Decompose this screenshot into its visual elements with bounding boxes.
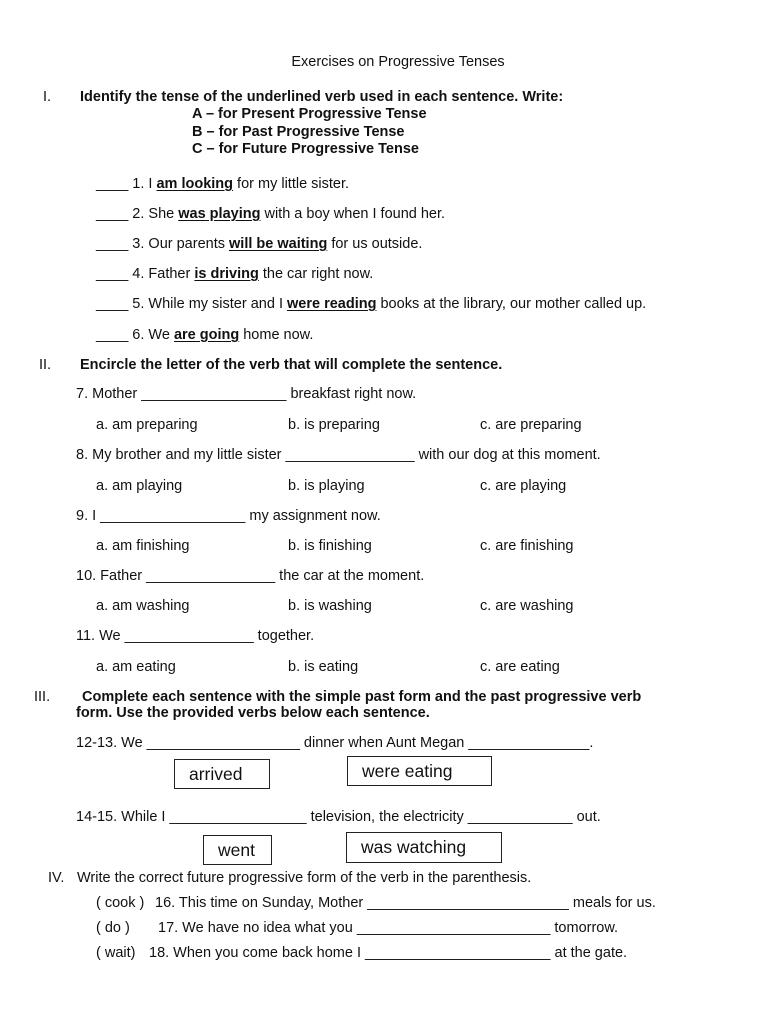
underlined-verb: are going [173,327,240,343]
question-10: 10. Father ________________ the car at the moment. [76,568,425,584]
verb-box-went: went [203,835,272,865]
choice-10a[interactable]: a. am washing [96,598,190,614]
question-8: 8. My brother and my little sister ________________ with our dog at this moment. [76,447,601,463]
choice-11b[interactable]: b. is eating [288,659,359,675]
question-18: 18. When you come back home I _______________________ at the gate. [149,945,628,961]
answer-blank: ____ [96,296,129,312]
section-i-key-b: B – for Past Progressive Tense [192,124,405,140]
section-i-key-a: A – for Present Progressive Tense [192,106,427,122]
section-ii-instruction: Encircle the letter of the verb that will complete the sentence. [80,357,503,373]
choice-11c[interactable]: c. are eating [480,659,560,675]
verb-hint-wait: ( wait) [96,945,136,961]
underlined-verb: will be waiting [229,236,328,252]
answer-blank: ____ [96,176,129,192]
verb-hint-do: ( do ) [96,920,130,936]
question-17: 17. We have no idea what you ________________________ tomorrow. [158,920,619,936]
verb-box-were-eating: were eating [347,756,492,786]
section-iii-instruction-line1: Complete each sentence with the simple past form and the past progressive verb [82,689,642,705]
choice-8b[interactable]: b. is playing [288,478,365,494]
answer-blank: ____ [96,266,129,282]
section-ii-numeral: II. [39,357,52,373]
list-item: ____ 5. While my sister and I were reading books at the library, our mother called up. [96,296,647,312]
choice-8a[interactable]: a. am playing [96,478,183,494]
choice-9a[interactable]: a. am finishing [96,538,190,554]
section-iii-numeral: III. [34,689,51,705]
list-item: ____ 3. Our parents will be waiting for us outside. [96,236,423,252]
underlined-verb: was playing [178,206,261,222]
verb-box-was-watching: was watching [346,832,502,863]
list-item: ____ 1. I am looking for my little sister. [96,176,350,192]
verb-hint-cook: ( cook ) [96,895,145,911]
choice-9b[interactable]: b. is finishing [288,538,372,554]
question-11: 11. We ________________ together. [76,628,315,644]
section-iv-instruction: Write the correct future progressive form of the verb in the parenthesis. [77,870,532,886]
section-i-key-c: C – for Future Progressive Tense [192,141,419,157]
answer-blank: ____ [96,236,129,252]
question-7: 7. Mother __________________ breakfast right now. [76,386,417,402]
question-14-15: 14-15. While I _________________ television, the electricity _____________ out. [76,809,601,825]
question-12-13: 12-13. We ___________________ dinner when Aunt Megan _______________. [76,735,594,751]
choice-7c[interactable]: c. are preparing [480,417,582,433]
answer-blank: ____ [96,206,129,222]
choice-8c[interactable]: c. are playing [480,478,567,494]
underlined-verb: am looking [156,176,234,192]
choice-7b[interactable]: b. is preparing [288,417,380,433]
list-item: ____ 4. Father is driving the car right now. [96,266,374,282]
list-item: ____ 6. We are going home now. [96,327,314,343]
page-title: Exercises on Progressive Tenses [291,54,505,70]
choice-10b[interactable]: b. is washing [288,598,372,614]
section-i-instruction: Identify the tense of the underlined verb used in each sentence. Write: [80,89,564,105]
section-iv-numeral: IV. [48,870,65,886]
underlined-verb: were reading [287,296,377,312]
answer-blank: ____ [96,327,129,343]
verb-box-arrived: arrived [174,759,270,789]
choice-10c[interactable]: c. are washing [480,598,574,614]
underlined-verb: is driving [194,266,259,282]
choice-11a[interactable]: a. am eating [96,659,176,675]
section-i-numeral: I. [43,89,52,105]
choice-9c[interactable]: c. are finishing [480,538,574,554]
question-16: 16. This time on Sunday, Mother _________________________ meals for us. [155,895,656,911]
question-9: 9. I __________________ my assignment now. [76,508,381,524]
section-iii-instruction-line2: form. Use the provided verbs below each sentence. [76,705,430,721]
list-item: ____ 2. She was playing with a boy when I found her. [96,206,446,222]
choice-7a[interactable]: a. am preparing [96,417,198,433]
